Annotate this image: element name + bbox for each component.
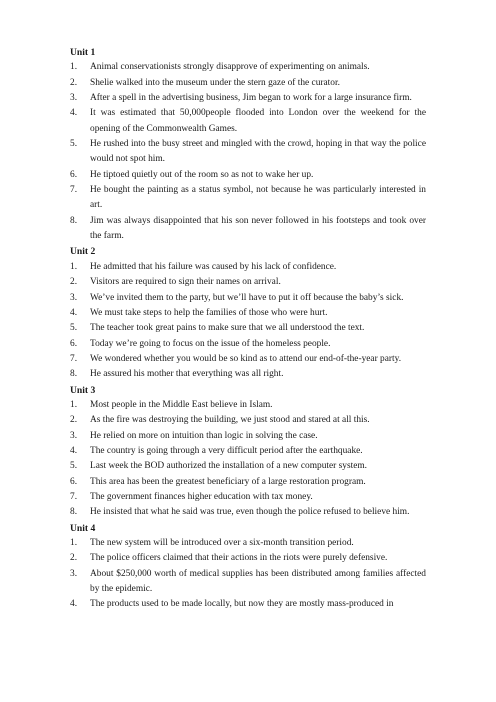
sentence-text: He relied on more on intuition than logic in solving the case. (90, 430, 318, 441)
sentence-text: He assured his mother that everything was all right. (90, 369, 284, 380)
item-number: 1. (70, 399, 78, 410)
sentence-item (70, 337, 426, 352)
sentence-text: About $250,000 worth of medical supplies has been distributed among families affected by the epidemic. (90, 568, 426, 595)
sentence-text: The teacher took great pains to make sure that we all understood the text. (90, 323, 365, 334)
item-number: 6. (70, 338, 78, 349)
unit-title: Unit 2 (70, 246, 96, 258)
sentence-item (70, 321, 426, 336)
sentence-item (70, 106, 426, 137)
unit-2-section (70, 244, 426, 382)
unit-1-section (70, 45, 426, 244)
sentence-text: Animal conservationists strongly disapprove of experimenting on animals. (90, 62, 370, 73)
sentence-text: He admitted that his failure was caused by his lack of confidence. (90, 261, 337, 272)
unit-title: Unit 4 (70, 522, 96, 534)
sentence-item (70, 91, 426, 106)
item-number: 7. (70, 185, 78, 196)
unit-title: Unit 3 (70, 384, 96, 396)
sentence-text: He tiptoed quietly out of the room so as not to wake her up. (90, 169, 314, 180)
item-number: 7. (70, 353, 78, 364)
sentence-item (70, 291, 426, 306)
sentence-text: The government finances higher education with tax money. (90, 491, 313, 502)
item-number: 3. (70, 93, 78, 104)
sentence-list (70, 536, 426, 613)
sentence-item (70, 352, 426, 367)
item-number: 7. (70, 491, 78, 502)
item-number: 1. (70, 538, 78, 548)
sentence-item (70, 444, 426, 459)
sentence-text: Most people in the Middle East believe in Islam. (90, 399, 273, 410)
item-number: 1. (70, 261, 78, 272)
item-number: 8. (70, 215, 78, 226)
sentence-text: After a spell in the advertising business, Jim began to work for a large insurance firm. (90, 93, 412, 104)
sentence-item (70, 551, 426, 566)
sentence-text: Last week the BOD authorized the installation of a new computer system. (90, 461, 368, 472)
item-number: 3. (70, 568, 78, 579)
sentence-text: This area has been the greatest beneficiary of a large restoration program. (90, 476, 366, 487)
item-number: 6. (70, 169, 78, 180)
item-number: 8. (70, 369, 78, 380)
item-number: 5. (70, 323, 78, 334)
sentence-item (70, 536, 426, 551)
sentence-text: It was estimated that 50,000people flooded into London over the weekend for the opening of the Commonwealth Games. (90, 108, 426, 134)
item-number: 2. (70, 277, 78, 288)
sentence-text: Visitors are required to sign their names on arrival. (90, 277, 281, 288)
sentence-item (70, 398, 426, 413)
sentence-item (70, 475, 426, 490)
sentence-text: Shelie walked into the museum under the stern gaze of the curator. (90, 77, 340, 88)
item-number: 3. (70, 292, 78, 303)
sentence-item (70, 76, 426, 91)
sentence-text: The country is going through a very difficult period after the earthquake. (90, 445, 363, 456)
item-number: 4. (70, 599, 78, 610)
sentence-text: He rushed into the busy street and mingled with the crowd, hoping in that way the police would not spot him. (90, 139, 426, 165)
unit-title: Unit 1 (70, 47, 96, 58)
sentence-item (70, 168, 426, 183)
item-number: 1. (70, 62, 78, 73)
item-number: 2. (70, 415, 78, 426)
sentence-text: The new system will be introduced over a six-month transition period. (90, 538, 354, 548)
sentence-item (70, 429, 426, 444)
sentence-item (70, 60, 426, 75)
sentence-item (70, 306, 426, 321)
sentence-text: We wondered whether you would be so kind as to attend our end-of-the-year party. (90, 353, 402, 364)
sentence-item (70, 275, 426, 290)
sentence-text: The products used to be made locally, but now they are mostly mass-produced in (90, 599, 394, 610)
sentence-text: He bought the painting as a status symbol, not because he was particularly interested in art. (90, 185, 426, 211)
sentence-item (70, 505, 426, 520)
item-number: 5. (70, 461, 78, 472)
sentence-item (70, 413, 426, 428)
item-number: 3. (70, 430, 78, 441)
item-number: 4. (70, 307, 78, 318)
sentence-item (70, 137, 426, 168)
sentence-list (70, 398, 426, 521)
sentence-text: As the fire was destroying the building, we just stood and stared at all this. (90, 415, 370, 426)
unit-3-section (70, 383, 426, 521)
sentence-list (70, 260, 426, 383)
item-number: 4. (70, 108, 78, 119)
sentence-item (70, 214, 426, 245)
item-number: 6. (70, 476, 78, 487)
sentence-list (70, 60, 426, 244)
sentence-item (70, 597, 426, 612)
sentence-text: Jim was always disappointed that his son never followed in his footsteps and took over the farm. (90, 215, 426, 242)
item-number: 2. (70, 77, 78, 88)
sentence-item (70, 367, 426, 382)
item-number: 4. (70, 445, 78, 456)
document-page (70, 45, 426, 613)
sentence-text: The police officers claimed that their actions in the riots were purely defensive. (90, 553, 388, 564)
item-number: 5. (70, 139, 78, 150)
sentence-text: He insisted that what he said was true, even though the police refused to believe him. (90, 507, 410, 518)
sentence-item (70, 459, 426, 474)
sentence-text: We must take steps to help the families of those who were hurt. (90, 307, 328, 318)
sentence-item (70, 567, 426, 598)
sentence-text: We’ve invited them to the party, but we’ll have to put it off because the baby’s sick. (90, 292, 404, 303)
sentence-item (70, 490, 426, 505)
sentence-item (70, 260, 426, 275)
sentence-text: Today we’re going to focus on the issue of the homeless people. (90, 338, 331, 349)
item-number: 8. (70, 507, 78, 518)
unit-4-section (70, 521, 426, 613)
item-number: 2. (70, 553, 78, 564)
sentence-item (70, 183, 426, 214)
